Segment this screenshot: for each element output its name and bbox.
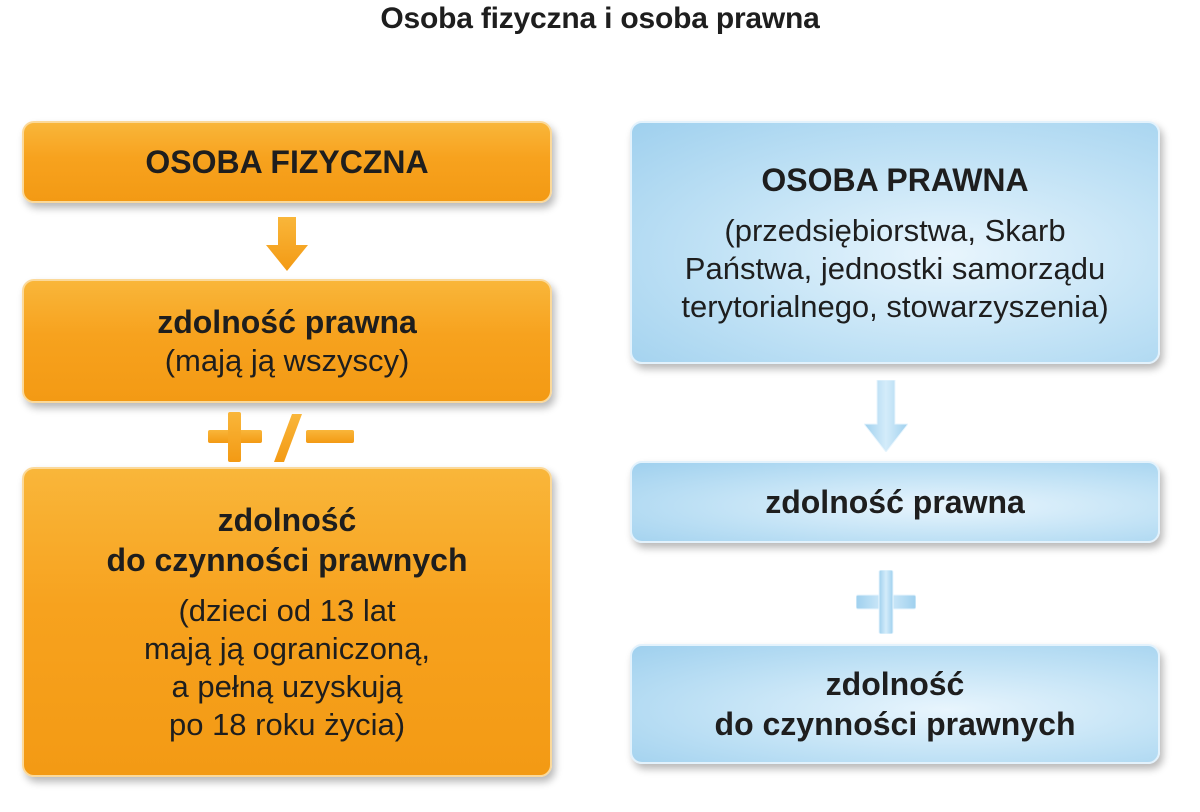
- capacity-for-acts-box-left: [22, 467, 552, 777]
- acts-title-line: do czynności prawnych: [106, 542, 468, 578]
- legal-capacity-box-left: [22, 279, 552, 403]
- plus-operator-icon: [856, 570, 916, 634]
- arrow-down-icon: [864, 380, 908, 452]
- acts-note-line: a pełną uzyskują: [171, 669, 403, 704]
- legal-capacity-box-right: [630, 461, 1160, 543]
- legal-capacity-title-right: zdolność prawna: [765, 484, 1025, 520]
- acts-title-line: do czynności prawnych: [714, 706, 1076, 742]
- legal-person-note-line: (przedsiębiorstwa, Skarb: [724, 212, 1066, 248]
- acts-note-line: mają ją ograniczoną,: [143, 631, 431, 666]
- arrow-down-icon: [266, 217, 308, 271]
- acts-note-line: po 18 roku życia): [168, 707, 406, 742]
- legal-capacity-note-left: (mają ją wszyscy): [164, 343, 410, 378]
- legal-capacity-title-left: zdolność prawna: [157, 304, 417, 340]
- legal-person-box: [630, 121, 1160, 364]
- plus-minus-operator-icon: [206, 410, 356, 466]
- legal-person-note-line: terytorialnego, stowarzyszenia): [681, 288, 1109, 324]
- natural-person-box: [22, 121, 552, 203]
- natural-person-header: OSOBA FIZYCZNA: [145, 144, 429, 180]
- acts-title-line: zdolność: [825, 666, 965, 702]
- legal-person-note-line: Państwa, jednostki samorządu: [684, 250, 1106, 286]
- legal-person-header: OSOBA PRAWNA: [761, 161, 1029, 198]
- capacity-for-acts-box-right: [630, 644, 1160, 764]
- page-title: Osoba fizyczna i osoba prawna: [380, 2, 820, 35]
- acts-title-line: zdolność: [217, 502, 357, 538]
- acts-note-line: (dzieci od 13 lat: [178, 593, 396, 628]
